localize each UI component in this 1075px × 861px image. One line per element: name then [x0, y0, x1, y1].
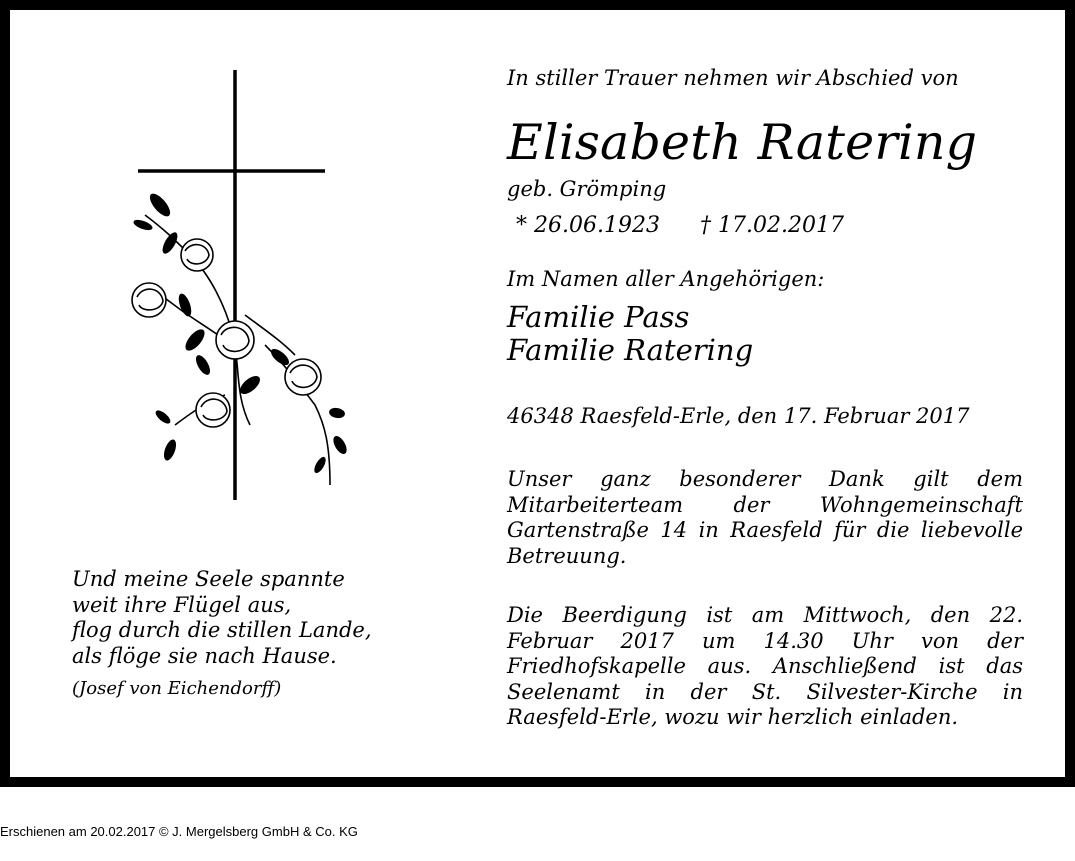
intro-line: In stiller Trauer nehmen wir Abschied von: [507, 66, 959, 90]
maiden-name: geb. Grömping: [507, 177, 667, 201]
poem-line: flog durch die stillen Lande,: [72, 618, 372, 642]
thanks-paragraph: Unser ganz besonderer Dank gilt dem Mitarbeiterteam der Wohngemeinschaft Gartenstraße 14 in Raesfeld für die liebevolle Betreuung.: [507, 467, 1023, 568]
birth-date: * 26.06.1923: [516, 213, 660, 238]
funeral-paragraph: Die Beerdigung ist am Mittwoch, den 22. Februar 2017 um 14.30 Uhr von der Friedhofskapelle aus. Anschließend ist das Seelenamt in der St. Silvester-Kirche in Raesfeld-Erle, wozu wir herzlich einladen.: [507, 603, 1023, 729]
family-name: Familie Ratering: [507, 333, 754, 367]
publication-footer: Erschienen am 20.02.2017 © J. Mergelsberg GmbH & Co. KG: [0, 824, 358, 839]
poem-line: weit ihre Flügel aus,: [72, 592, 292, 617]
poem-line: Und meine Seele spannte: [72, 567, 345, 591]
poem-author: (Josef von Eichendorff): [72, 678, 282, 699]
family-name: Familie Pass: [507, 300, 690, 334]
deceased-name: Elisabeth Ratering: [507, 114, 978, 171]
on-behalf-line: Im Namen aller Angehörigen:: [507, 267, 825, 291]
death-date: † 17.02.2017: [700, 213, 844, 238]
cross-with-roses-icon: [115, 65, 365, 505]
poem: [72, 567, 372, 669]
place-date: 46348 Raesfeld-Erle, den 17. Februar 2017: [507, 404, 970, 428]
poem-line: als flöge sie nach Hause.: [72, 643, 337, 668]
